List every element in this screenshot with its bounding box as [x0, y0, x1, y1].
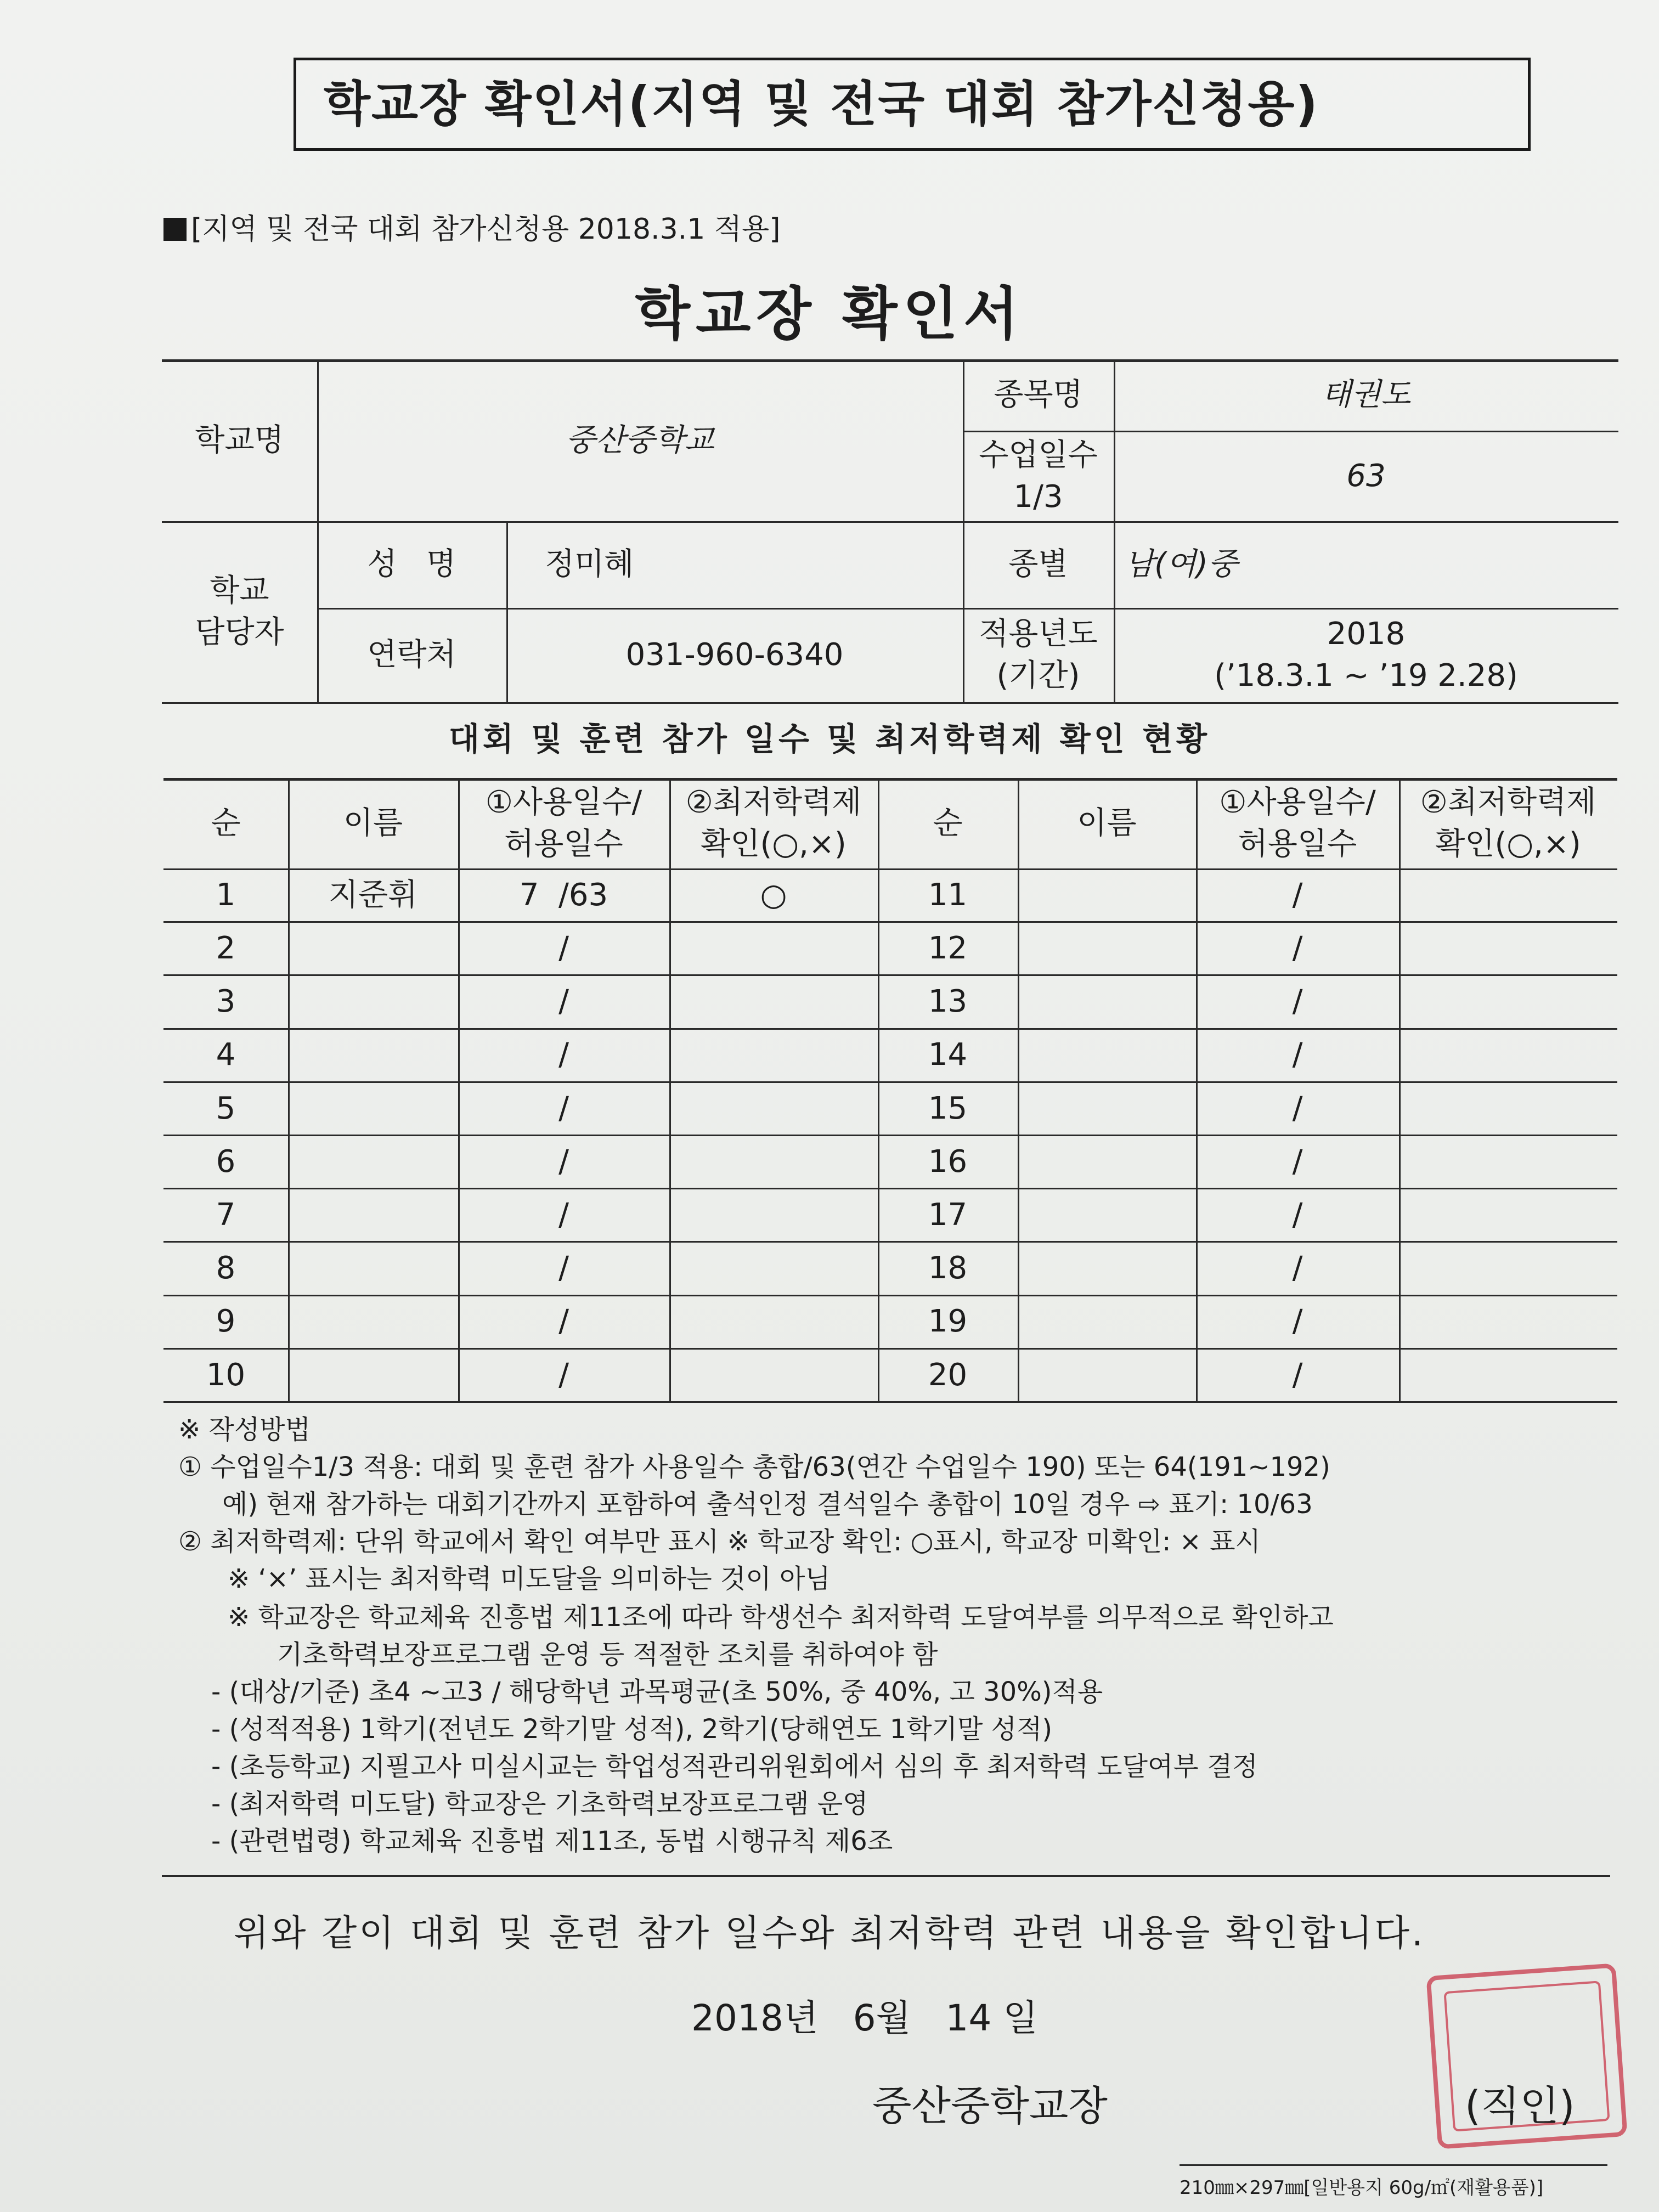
- divider: [1180, 2164, 1607, 2166]
- row-left-check-cell: [669, 1295, 878, 1348]
- header-name-right: 이름: [1077, 805, 1137, 841]
- divider: [162, 1875, 1610, 1877]
- row-left-name-cell: [288, 1188, 458, 1242]
- row-left-days-cell: /: [558, 1197, 569, 1233]
- row-right-check-cell: [1399, 1082, 1617, 1135]
- contact-label: 연락처: [367, 637, 456, 673]
- row-left-days-cell: /: [558, 930, 569, 966]
- note-line: - (대상/기준) 초4 ~고3 / 해당학년 과목평균(초 50%, 중 40%, 고 30%)적용: [211, 1677, 1103, 1707]
- header-days-line1: ①사용일수/: [1219, 784, 1376, 820]
- row-left-days-cell: /: [558, 1037, 569, 1073]
- row-right-days-cell: /: [1292, 1037, 1303, 1073]
- row-right-days-cell: /: [1292, 984, 1303, 1020]
- header-days-right: [1196, 778, 1399, 868]
- divider: [162, 702, 1618, 704]
- row-right-check-cell: [1399, 1135, 1617, 1188]
- header-check-line1: ②최저학력제: [685, 784, 862, 820]
- row-right-days-cell: /: [1292, 1304, 1303, 1340]
- header-check-left: [669, 778, 878, 868]
- banner-title: 학교장 확인서(지역 및 전국 대회 참가신청용): [294, 58, 1531, 151]
- row-right-check-cell: [1399, 1242, 1617, 1295]
- row-left-check-cell: [669, 1242, 878, 1295]
- row-left-no-cell: 4: [216, 1037, 236, 1073]
- row-right-check-cell: [1399, 922, 1617, 975]
- row-right-no-cell: 19: [928, 1304, 968, 1340]
- row-left-no-cell: 6: [216, 1143, 236, 1180]
- row-left-days-cell: /: [558, 984, 569, 1020]
- staff-label-line1: 학교: [210, 573, 269, 609]
- row-left-days-cell: 7 /63: [519, 877, 608, 913]
- row-left-check-cell: ○: [760, 877, 787, 913]
- row-right-no-cell: 11: [928, 877, 968, 913]
- header-name-left: 이름: [343, 805, 403, 841]
- staff-label: [162, 521, 317, 702]
- header-no-right: 순: [933, 805, 963, 841]
- name-value: 정미혜: [545, 546, 634, 583]
- note-line: - (최저학력 미도달) 학교장은 기초학력보장프로그램 운영: [211, 1788, 868, 1819]
- row-right-name-cell: [1018, 1348, 1196, 1402]
- days-label-line2: 1/3: [1013, 478, 1063, 515]
- row-right-no-cell: 17: [928, 1197, 968, 1233]
- main-title: 학교장 확인서: [635, 280, 1024, 347]
- row-right-no-cell: 15: [928, 1090, 968, 1126]
- sport-label: 종목명: [994, 377, 1083, 413]
- contact-value: 031-960-6340: [625, 637, 844, 673]
- row-left-check-cell: [669, 1348, 878, 1402]
- row-right-check-cell: [1399, 975, 1617, 1028]
- note-line: ※ 작성방법: [178, 1414, 311, 1445]
- row-left-name-cell: [288, 922, 458, 975]
- row-right-no-cell: 20: [928, 1357, 968, 1393]
- paper-spec-footer: 210㎜×297㎜[일반용지 60g/㎡(재활용품)]: [1180, 2177, 1544, 2199]
- row-right-name-cell: [1018, 1242, 1196, 1295]
- row-left-no-cell: 7: [216, 1197, 236, 1233]
- row-left-name-cell: [288, 1029, 458, 1082]
- subheading-text: [지역 및 전국 대회 참가신청용 2018.3.1 적용]: [191, 213, 781, 246]
- header-check-line2: 확인(○,×): [1435, 826, 1581, 862]
- row-left-check-cell: [669, 975, 878, 1028]
- row-right-name-cell: [1018, 1188, 1196, 1242]
- days-label: [963, 431, 1114, 521]
- header-check-line1: ②최저학력제: [1420, 784, 1596, 820]
- row-right-days-cell: /: [1292, 1090, 1303, 1126]
- row-right-check-cell: [1399, 1295, 1617, 1348]
- name-label: 성 명: [367, 546, 456, 583]
- row-left-check-cell: [669, 922, 878, 975]
- row-right-check-cell: [1399, 1348, 1617, 1402]
- row-left-check-cell: [669, 1082, 878, 1135]
- days-label-line1: 수업일수: [979, 437, 1098, 473]
- row-right-name-cell: [1018, 1135, 1196, 1188]
- school-label: 학교명: [195, 422, 284, 458]
- row-right-check-cell: [1399, 868, 1617, 922]
- row-left-no-cell: 1: [216, 877, 236, 913]
- note-line: ※ ‘×’ 표시는 최저학력 미도달을 의미하는 것이 아님: [228, 1564, 831, 1594]
- note-line: ※ 학교장은 학교체육 진흥법 제11조에 따라 학생선수 최저학력 도달여부를 의무적으로 확인하고: [228, 1602, 1334, 1633]
- row-right-name-cell: [1018, 922, 1196, 975]
- row-right-days-cell: /: [1292, 930, 1303, 966]
- row-right-days-cell: /: [1292, 1357, 1303, 1393]
- note-line: ② 최저학력제: 단위 학교에서 확인 여부만 표시 ※ 학교장 확인: ○표시, 학교장 미확인: × 표시: [178, 1526, 1261, 1557]
- year-value-line1: 2018: [1327, 616, 1406, 652]
- row-right-days-cell: /: [1292, 1197, 1303, 1233]
- seal-label: (직인): [1465, 2083, 1575, 2130]
- header-days-line2: 허용일수: [504, 826, 623, 862]
- header-no-left: 순: [211, 805, 241, 841]
- issuer: 중산중학교장: [872, 2083, 1108, 2130]
- row-right-name-cell: [1018, 1295, 1196, 1348]
- row-left-name-cell: [288, 1082, 458, 1135]
- note-line: - (관련법령) 학교체육 진흥법 제11조, 동법 시행규칙 제6조: [211, 1826, 893, 1857]
- note-line: - (성적적용) 1학기(전년도 2학기말 성적), 2학기(당해연도 1학기말 성적): [211, 1714, 1053, 1745]
- row-left-name-cell: 지준휘: [328, 877, 418, 913]
- row-right-check-cell: [1399, 1029, 1617, 1082]
- row-left-days-cell: /: [558, 1250, 569, 1286]
- row-right-days-cell: /: [1292, 1143, 1303, 1180]
- row-left-no-cell: 5: [216, 1090, 236, 1126]
- school-value: 중산중학교: [566, 422, 714, 458]
- row-right-no-cell: 16: [928, 1143, 968, 1180]
- row-left-name-cell: [288, 1242, 458, 1295]
- row-left-no-cell: 3: [216, 984, 236, 1020]
- row-left-check-cell: [669, 1029, 878, 1082]
- row-right-no-cell: 13: [928, 984, 968, 1020]
- note-line: 기초학력보장프로그램 운영 등 적절한 조치를 취하여야 함: [277, 1639, 938, 1670]
- gender-value: 남(여)중: [1125, 546, 1238, 583]
- row-right-name-cell: [1018, 1029, 1196, 1082]
- square-bullet-icon: [163, 218, 187, 241]
- header-check-right: [1399, 778, 1617, 868]
- confirmation-text: 위와 같이 대회 및 훈련 참가 일수와 최저학력 관련 내용을 확인합니다.: [234, 1912, 1425, 1954]
- row-right-name-cell: [1018, 975, 1196, 1028]
- row-right-days-cell: /: [1292, 1250, 1303, 1286]
- row-right-no-cell: 12: [928, 930, 968, 966]
- row-left-name-cell: [288, 1295, 458, 1348]
- header-days-left: [458, 778, 669, 868]
- year-label-line2: (기간): [996, 658, 1080, 693]
- row-left-days-cell: /: [558, 1304, 569, 1340]
- row-right-no-cell: 18: [928, 1250, 968, 1286]
- row-left-name-cell: [288, 1135, 458, 1188]
- year-period: (’18.3.1 ~ ’19 2.28): [1214, 658, 1518, 693]
- row-left-name-cell: [288, 975, 458, 1028]
- row-right-no-cell: 14: [928, 1037, 968, 1073]
- staff-label-line2: 담당자: [195, 614, 284, 650]
- year-label: [963, 608, 1114, 702]
- note-line: - (초등학교) 지필고사 미실시교는 학업성적관리위원회에서 심의 후 최저학력 도달여부 결정: [211, 1751, 1258, 1782]
- header-days-line1: ①사용일수/: [485, 784, 642, 820]
- section-title: 대회 및 훈련 참가 일수 및 최저학력제 확인 현황: [448, 720, 1211, 758]
- row-left-check-cell: [669, 1135, 878, 1188]
- header-check-line2: 확인(○,×): [701, 826, 847, 862]
- days-value: 63: [1346, 458, 1386, 494]
- row-left-days-cell: /: [558, 1357, 569, 1393]
- header-days-line2: 허용일수: [1238, 826, 1357, 862]
- note-line: 예) 현재 참가하는 대회기간까지 포함하여 출석인정 결석일수 총합이 10일 경우 ⇨ 표기: 10/63: [222, 1489, 1313, 1520]
- issue-date: 2018년 6월 14 일: [691, 1997, 1039, 2039]
- row-left-no-cell: 2: [216, 930, 236, 966]
- row-right-check-cell: [1399, 1188, 1617, 1242]
- row-left-days-cell: /: [558, 1143, 569, 1180]
- sport-value: 태권도: [1321, 377, 1411, 413]
- row-left-days-cell: /: [558, 1090, 569, 1126]
- row-left-check-cell: [669, 1188, 878, 1242]
- gender-label: 종별: [1008, 546, 1068, 583]
- row-left-name-cell: [288, 1348, 458, 1402]
- row-left-no-cell: 10: [206, 1357, 246, 1393]
- year-value: [1114, 608, 1618, 702]
- note-line: ① 수업일수1/3 적용: 대회 및 훈련 참가 사용일수 총합/63(연간 수업일수 190) 또는 64(191~192): [178, 1452, 1330, 1482]
- row-left-no-cell: 8: [216, 1250, 236, 1286]
- row-right-days-cell: /: [1292, 877, 1303, 913]
- year-label-line1: 적용년도: [979, 616, 1098, 652]
- subheading: [163, 206, 781, 247]
- row-left-no-cell: 9: [216, 1304, 236, 1340]
- row-right-name-cell: [1018, 868, 1196, 922]
- row-right-name-cell: [1018, 1082, 1196, 1135]
